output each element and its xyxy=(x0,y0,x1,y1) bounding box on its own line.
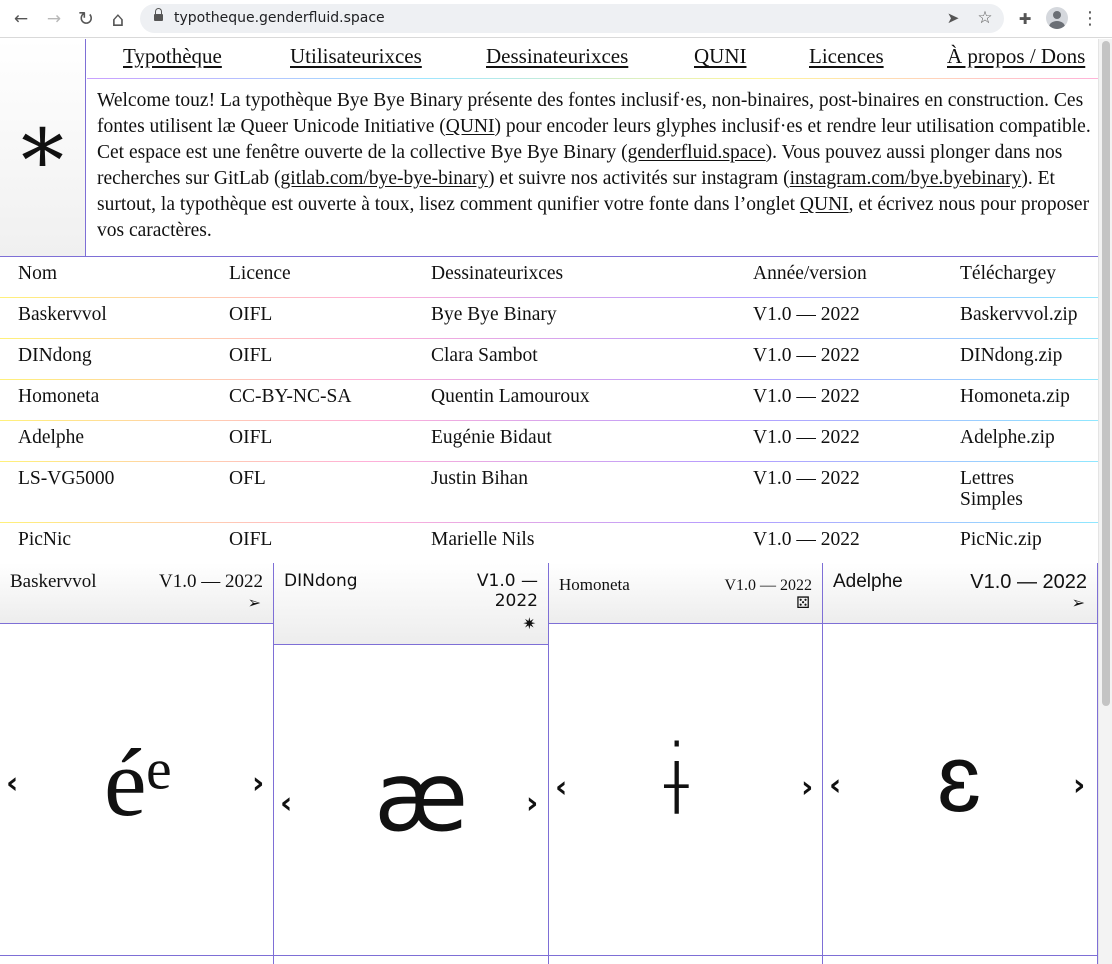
dice-icon[interactable]: ⚄ xyxy=(796,595,810,612)
column-header-annee[interactable]: Année/version xyxy=(753,263,867,284)
intro-text-part: ). Vous pouvez aussi plonger dans nos recherches sur GitLab ( xyxy=(97,142,1063,189)
card-bottom-border xyxy=(0,955,273,956)
back-arrow-icon[interactable]: ← xyxy=(13,8,29,29)
sparkle-star-icon[interactable]: ✷ xyxy=(522,616,536,633)
specimen-glyph: æ xyxy=(374,741,469,853)
quni-link[interactable]: QUNI xyxy=(445,116,495,137)
intro-text-part: ). Et surtout, la typothèque est ouverte à toux, lisez comment qunifier votre fonte dans l’onglet xyxy=(97,168,1055,215)
lock-icon xyxy=(154,13,163,24)
page-scrollbar[interactable] xyxy=(1098,39,1112,964)
font-name[interactable]: LS-VG5000 xyxy=(18,468,115,489)
table-row[interactable] xyxy=(0,380,1098,421)
intro-text xyxy=(97,88,1097,244)
table-header-row xyxy=(0,257,1098,298)
specimen-card-dindong xyxy=(274,563,549,964)
font-name[interactable]: Homoneta xyxy=(18,386,100,407)
font-name[interactable]: Adelphe xyxy=(18,427,85,448)
nav-link-quni[interactable]: QUNI xyxy=(694,44,747,68)
font-licence: OIFL xyxy=(229,529,273,550)
card-bottom-border xyxy=(274,955,548,956)
send-tab-icon[interactable]: ➤ xyxy=(946,9,960,27)
scrollbar-thumb[interactable] xyxy=(1102,41,1110,706)
font-designer: Clara Sambot xyxy=(431,345,538,366)
font-specimen-cards xyxy=(0,563,1098,964)
font-licence: OFL xyxy=(229,468,266,489)
card-font-name[interactable]: DINdong xyxy=(284,571,358,591)
prev-glyph-button[interactable]: ‹ xyxy=(829,768,842,803)
font-name[interactable]: Baskervvol xyxy=(18,304,107,325)
site-logo[interactable] xyxy=(0,39,86,256)
specimen-card-homoneta xyxy=(549,563,823,964)
font-designer: Bye Bye Binary xyxy=(431,304,557,325)
address-bar[interactable] xyxy=(140,4,1004,33)
card-font-version xyxy=(477,571,538,611)
next-glyph-button[interactable]: › xyxy=(526,786,539,821)
font-download-link[interactable]: Baskervvol.zip xyxy=(960,304,1078,325)
fonts-table xyxy=(0,256,1098,564)
font-version: V1.0 — 2022 xyxy=(753,386,860,407)
nav-link-licences[interactable]: Licences xyxy=(809,44,884,68)
specimen-card-adelphe xyxy=(823,563,1098,964)
font-download-link[interactable]: Lettres Simples xyxy=(960,468,1023,510)
column-header-telechargey[interactable]: Téléchargey xyxy=(960,263,1056,284)
card-font-name[interactable]: Homoneta xyxy=(559,575,630,594)
next-glyph-button[interactable]: › xyxy=(1073,768,1086,803)
font-designer: Eugénie Bidaut xyxy=(431,427,552,448)
asterisk-logo-icon: * xyxy=(21,111,64,212)
card-version-line: 2022 xyxy=(494,591,538,611)
nav-link-utilisateurixces[interactable]: Utilisateurixces xyxy=(290,44,422,68)
font-version: V1.0 — 2022 xyxy=(753,427,860,448)
quni-tab-link[interactable]: QUNI xyxy=(799,194,849,215)
next-glyph-button[interactable]: › xyxy=(801,770,814,805)
table-row[interactable] xyxy=(0,339,1098,380)
font-download-link[interactable]: Homoneta.zip xyxy=(960,386,1070,407)
browser-menu-icon[interactable]: ⋮ xyxy=(1081,8,1099,29)
column-header-licence[interactable]: Licence xyxy=(229,263,291,284)
font-download-link[interactable]: DINdong.zip xyxy=(960,345,1063,366)
font-version: V1.0 — 2022 xyxy=(753,345,860,366)
table-row[interactable] xyxy=(0,523,1098,564)
gitlab-link[interactable]: gitlab.com/bye-bye-binary xyxy=(280,168,488,189)
next-glyph-button[interactable]: › xyxy=(252,766,265,801)
card-font-version: V1.0 — 2022 xyxy=(724,577,812,594)
font-designer: Marielle Nils xyxy=(431,529,535,550)
forward-arrow-icon[interactable]: → xyxy=(46,8,62,29)
intro-text-part: ) pour encoder leurs glyphes inclusif·es et rendre leur utilisation compatible. Cet espace est une fenêtre ouverte de la collective Bye Bye Binary ( xyxy=(97,116,1091,163)
browser-toolbar xyxy=(0,0,1112,38)
main-navigation xyxy=(87,39,1098,79)
instagram-link[interactable]: instagram.com/bye.byebinary xyxy=(789,168,1022,189)
font-version: V1.0 — 2022 xyxy=(753,529,860,550)
font-version: V1.0 — 2022 xyxy=(753,468,860,489)
specimen-card-baskervvol xyxy=(0,563,274,964)
prev-glyph-button[interactable]: ‹ xyxy=(555,770,568,805)
table-row[interactable] xyxy=(0,421,1098,462)
page-content xyxy=(0,39,1098,964)
home-icon[interactable]: ⌂ xyxy=(111,7,125,31)
arrow-pointer-icon[interactable]: ➢ xyxy=(1071,595,1085,612)
font-download-link[interactable]: PicNic.zip xyxy=(960,529,1042,550)
nav-link-typotheque[interactable]: Typothèque xyxy=(123,44,222,68)
prev-glyph-button[interactable]: ‹ xyxy=(280,786,293,821)
reload-icon[interactable]: ↻ xyxy=(78,7,94,30)
card-font-version: V1.0 — 2022 xyxy=(970,571,1087,593)
font-licence: CC-BY-NC-SA xyxy=(229,386,352,407)
intro-text-part: ) et suivre nos activités sur instagram ( xyxy=(487,168,790,189)
arrow-pointer-icon[interactable]: ➢ xyxy=(247,595,261,612)
card-header xyxy=(549,563,822,624)
card-font-version: V1.0 — 2022 xyxy=(159,571,263,592)
genderfluid-link[interactable]: genderfluid.space xyxy=(627,142,766,163)
table-row[interactable] xyxy=(0,298,1098,339)
prev-glyph-button[interactable]: ‹ xyxy=(6,766,19,801)
extensions-icon[interactable]: ✚ xyxy=(1018,9,1032,28)
card-bottom-border xyxy=(549,955,822,956)
card-header xyxy=(823,563,1097,624)
font-licence: OIFL xyxy=(229,427,273,448)
font-licence: OIFL xyxy=(229,345,273,366)
specimen-glyph: ɨ xyxy=(663,725,690,837)
intro-text-part: Welcome touz! La typothèque Bye Bye Binary présente des fontes inclusif·es, non-binaires, post-binaires en construction. Ces fontes utilisent læ Queer Unicode Initiative ( xyxy=(97,90,1084,137)
address-url[interactable]: typotheque.genderfluid.space xyxy=(174,10,385,26)
nav-link-a-propos[interactable]: À propos / Dons xyxy=(947,44,1086,68)
specimen-glyph: ɛ xyxy=(937,725,982,832)
font-designer: Justin Bihan xyxy=(431,468,528,489)
table-row[interactable] xyxy=(0,462,1098,523)
card-version-line: V1.0 — xyxy=(476,571,538,591)
column-header-nom[interactable]: Nom xyxy=(18,263,57,284)
column-header-dessinateurixces[interactable]: Dessinateurixces xyxy=(431,263,564,284)
intro-text-part: , et écrivez nous pour proposer vos caractères. xyxy=(97,194,1090,241)
font-name[interactable]: DINdong xyxy=(18,345,92,366)
font-licence: OIFL xyxy=(229,304,273,325)
font-version: V1.0 — 2022 xyxy=(753,304,860,325)
card-header xyxy=(274,563,548,645)
card-font-name[interactable]: Adelphe xyxy=(833,571,903,592)
specimen-glyph: éᵉ xyxy=(104,729,172,836)
bookmark-star-icon[interactable]: ☆ xyxy=(977,8,993,28)
font-download-link[interactable]: Adelphe.zip xyxy=(960,427,1055,448)
font-designer: Quentin Lamouroux xyxy=(431,386,590,407)
card-font-name[interactable]: Baskervvol xyxy=(10,571,97,592)
card-header xyxy=(0,563,273,624)
card-bottom-border xyxy=(823,955,1097,956)
font-name[interactable]: PicNic xyxy=(18,529,72,550)
profile-avatar-icon[interactable] xyxy=(1046,7,1068,29)
nav-link-dessinateurixces[interactable]: Dessinateurixces xyxy=(486,44,629,68)
